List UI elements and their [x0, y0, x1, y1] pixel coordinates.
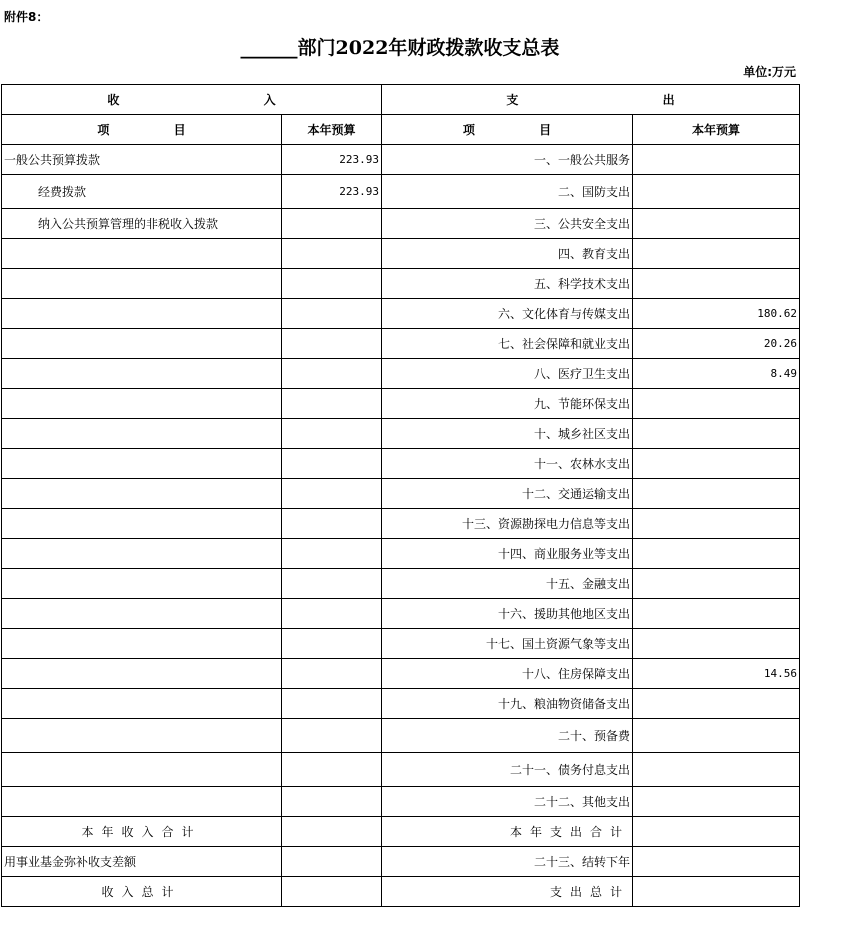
income-item-cell: [2, 659, 282, 689]
table-row: [2, 599, 800, 629]
income-item-cell: [2, 449, 282, 479]
table-row: [2, 329, 800, 359]
income-item-cell: [2, 269, 282, 299]
income-item-header: 项 目: [2, 115, 282, 145]
expenditure-item-cell: 十三、资源勘探电力信息等支出: [382, 509, 633, 539]
page-title: ______部门2022年财政拨款收支总表: [240, 37, 560, 59]
table-row: [2, 787, 800, 817]
table-row: [2, 877, 800, 907]
income-item-cell: [2, 753, 282, 787]
expenditure-budget-cell: [633, 269, 800, 299]
expenditure-item-cell: 十九、粮油物资储备支出: [382, 689, 633, 719]
expenditure-budget-cell: [633, 209, 800, 239]
income-item-cell: 收入总计: [2, 877, 282, 907]
table-row: [2, 659, 800, 689]
table-row: [2, 847, 800, 877]
expenditure-budget-cell: [633, 847, 800, 877]
expenditure-budget-cell: 20.26: [633, 329, 800, 359]
income-budget-cell: [282, 329, 382, 359]
income-item-cell: [2, 239, 282, 269]
budget-table: [1, 84, 800, 907]
table-row: [2, 753, 800, 787]
income-budget-cell: [282, 719, 382, 753]
income-budget-cell: [282, 509, 382, 539]
income-item-cell: [2, 419, 282, 449]
expenditure-budget-cell: [633, 449, 800, 479]
income-budget-cell: 223.93: [282, 175, 382, 209]
expenditure-budget-cell: [633, 145, 800, 175]
attachment-label: 附件8：: [4, 10, 49, 24]
expenditure-item-cell: 七、社会保障和就业支出: [382, 329, 633, 359]
expenditure-item-cell: 十、城乡社区支出: [382, 419, 633, 449]
income-header: 收 入: [2, 85, 382, 115]
expenditure-budget-cell: 14.56: [633, 659, 800, 689]
income-item-cell: 本年收入合计: [2, 817, 282, 847]
income-budget-header: 本年预算: [282, 115, 382, 145]
table-row: [2, 719, 800, 753]
expenditure-budget-cell: [633, 569, 800, 599]
table-row: [2, 479, 800, 509]
expenditure-item-cell: 十四、商业服务业等支出: [382, 539, 633, 569]
income-budget-cell: [282, 209, 382, 239]
income-budget-cell: [282, 419, 382, 449]
income-budget-cell: [282, 269, 382, 299]
income-budget-cell: [282, 877, 382, 907]
income-item-cell: [2, 689, 282, 719]
expenditure-budget-cell: [633, 719, 800, 753]
income-budget-cell: [282, 787, 382, 817]
income-item-cell: [2, 509, 282, 539]
income-budget-cell: [282, 817, 382, 847]
table-row: [2, 389, 800, 419]
income-budget-cell: [282, 449, 382, 479]
expenditure-budget-cell: [633, 877, 800, 907]
income-item-cell: [2, 329, 282, 359]
expenditure-item-cell: 二十二、其他支出: [382, 787, 633, 817]
income-item-cell: [2, 479, 282, 509]
expenditure-item-cell: 十八、住房保障支出: [382, 659, 633, 689]
table-row: [2, 817, 800, 847]
expenditure-item-cell: 二十、预备费: [382, 719, 633, 753]
expenditure-item-cell: 九、节能环保支出: [382, 389, 633, 419]
expenditure-item-cell: 十七、国土资源气象等支出: [382, 629, 633, 659]
table-row: [2, 145, 800, 175]
expenditure-item-cell: 二十三、结转下年: [382, 847, 633, 877]
table-row: [2, 175, 800, 209]
expenditure-item-cell: 二、国防支出: [382, 175, 633, 209]
income-budget-cell: [282, 389, 382, 419]
expenditure-item-cell: 十六、援助其他地区支出: [382, 599, 633, 629]
expenditure-budget-cell: 180.62: [633, 299, 800, 329]
table-row: [2, 269, 800, 299]
expenditure-budget-cell: [633, 479, 800, 509]
income-item-cell: [2, 629, 282, 659]
income-budget-cell: 223.93: [282, 145, 382, 175]
expenditure-item-cell: 一、一般公共服务: [382, 145, 633, 175]
income-budget-cell: [282, 689, 382, 719]
income-item-cell: 一般公共预算拨款: [2, 145, 282, 175]
income-budget-cell: [282, 599, 382, 629]
income-budget-cell: [282, 299, 382, 329]
expenditure-budget-cell: [633, 239, 800, 269]
income-item-cell: [2, 569, 282, 599]
expenditure-item-cell: 支出总计: [382, 877, 633, 907]
income-budget-cell: [282, 569, 382, 599]
table-row: [2, 449, 800, 479]
income-item-cell: 经费拨款: [2, 175, 282, 209]
expenditure-budget-cell: 8.49: [633, 359, 800, 389]
expenditure-budget-cell: [633, 753, 800, 787]
income-budget-cell: [282, 359, 382, 389]
income-budget-cell: [282, 659, 382, 689]
expenditure-item-cell: 三、公共安全支出: [382, 209, 633, 239]
expenditure-item-cell: 六、文化体育与传媒支出: [382, 299, 633, 329]
expenditure-item-cell: 十二、交通运输支出: [382, 479, 633, 509]
income-budget-cell: [282, 539, 382, 569]
table-row: [2, 539, 800, 569]
expenditure-item-cell: 二十一、债务付息支出: [382, 753, 633, 787]
table-row: [2, 239, 800, 269]
expenditure-budget-cell: [633, 817, 800, 847]
expenditure-budget-cell: [633, 689, 800, 719]
unit-label: 单位:万元: [743, 65, 796, 79]
income-item-cell: [2, 539, 282, 569]
expenditure-budget-cell: [633, 787, 800, 817]
income-budget-cell: [282, 479, 382, 509]
table-row: [2, 299, 800, 329]
expenditure-item-header: 项 目: [382, 115, 633, 145]
income-budget-cell: [282, 753, 382, 787]
income-budget-cell: [282, 239, 382, 269]
expenditure-budget-cell: [633, 629, 800, 659]
expenditure-item-cell: 八、医疗卫生支出: [382, 359, 633, 389]
income-item-cell: [2, 599, 282, 629]
table-row: [2, 629, 800, 659]
income-item-cell: [2, 719, 282, 753]
income-budget-cell: [282, 629, 382, 659]
income-item-cell: 用事业基金弥补收支差额: [2, 847, 282, 877]
expenditure-item-cell: 十一、农林水支出: [382, 449, 633, 479]
income-item-cell: [2, 389, 282, 419]
expenditure-item-cell: 五、科学技术支出: [382, 269, 633, 299]
expenditure-item-cell: 十五、金融支出: [382, 569, 633, 599]
expenditure-budget-cell: [633, 509, 800, 539]
expenditure-header: 支 出: [382, 85, 800, 115]
expenditure-budget-header: 本年预算: [633, 115, 800, 145]
table-row: [2, 689, 800, 719]
table-row: [2, 419, 800, 449]
expenditure-budget-cell: [633, 599, 800, 629]
expenditure-budget-cell: [633, 389, 800, 419]
income-item-cell: [2, 787, 282, 817]
expenditure-item-cell: 本年支出合计: [382, 817, 633, 847]
income-item-cell: [2, 359, 282, 389]
table-row: [2, 509, 800, 539]
table-row: [2, 209, 800, 239]
table-row: [2, 359, 800, 389]
income-item-cell: 纳入公共预算管理的非税收入拨款: [2, 209, 282, 239]
table-row: [2, 569, 800, 599]
expenditure-budget-cell: [633, 175, 800, 209]
income-budget-cell: [282, 847, 382, 877]
expenditure-budget-cell: [633, 419, 800, 449]
income-item-cell: [2, 299, 282, 329]
expenditure-item-cell: 四、教育支出: [382, 239, 633, 269]
expenditure-budget-cell: [633, 539, 800, 569]
